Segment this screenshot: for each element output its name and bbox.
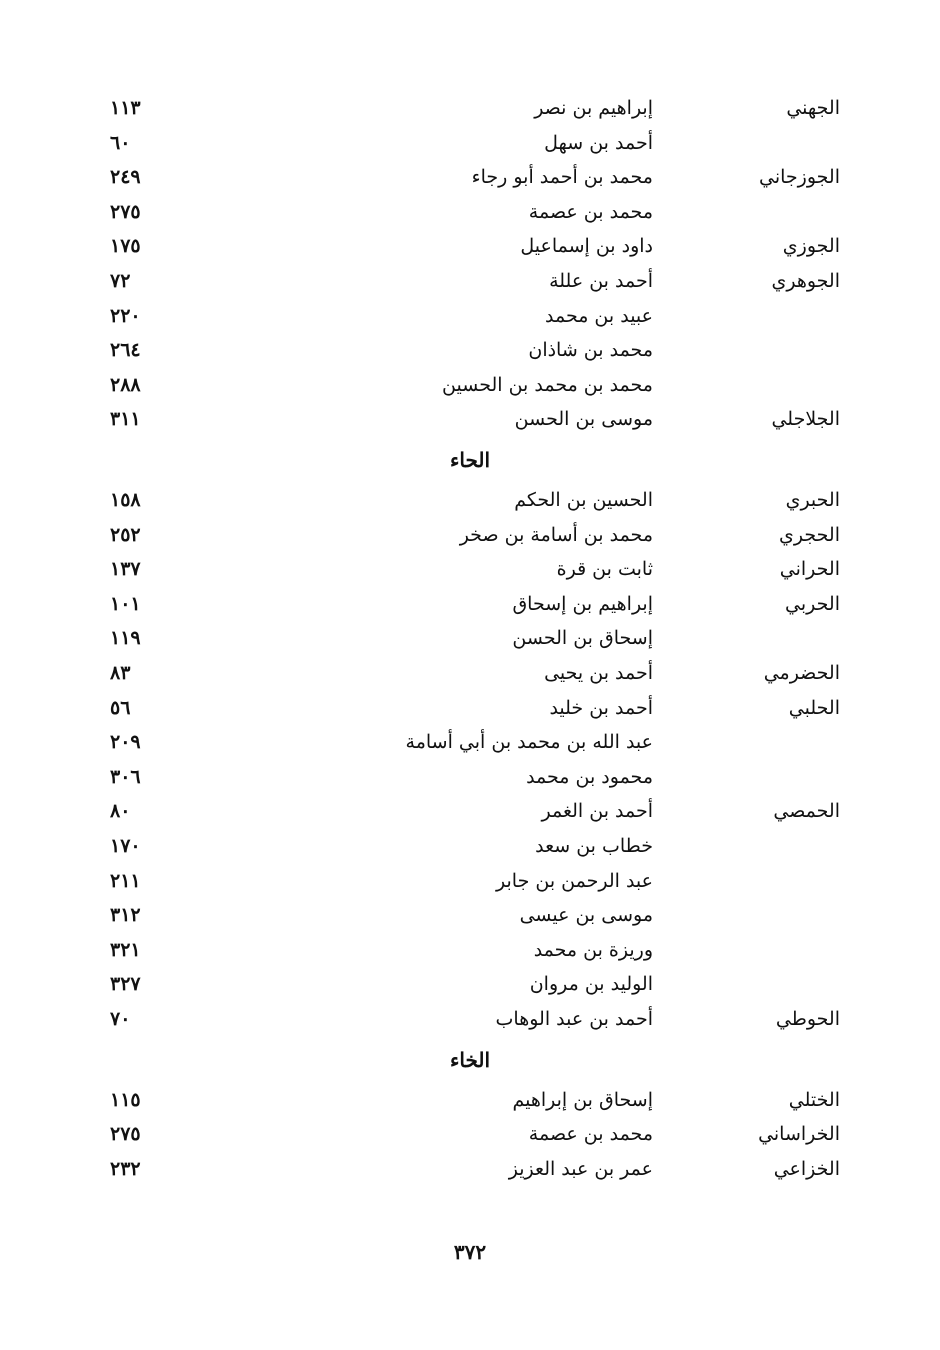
person-name: عبيد بن محمد <box>544 304 653 327</box>
index-entry <box>0 1002 940 1036</box>
page-reference: ٢٦٤ <box>110 339 141 362</box>
index-entry <box>0 656 940 690</box>
index-entry <box>0 725 940 759</box>
page-reference: ٨٣ <box>110 662 131 684</box>
nisba-label: الحضرمي <box>763 662 840 684</box>
nisba-label: الحراني <box>779 558 840 581</box>
person-name: أحمد بن يحيى <box>544 662 653 684</box>
index-entry <box>0 587 940 621</box>
person-name: إبراهيم بن نصر <box>534 97 653 119</box>
index-entry <box>0 552 940 586</box>
nisba-label: الجوزي <box>782 235 840 258</box>
index-entry <box>0 760 940 794</box>
nisba-label: الحجري <box>779 523 840 546</box>
person-name: ثابت بن قرة <box>556 558 653 581</box>
nisba-label: الحربي <box>785 592 840 615</box>
nisba-label: الحلبي <box>788 696 840 719</box>
page-reference: ٢٨٨ <box>110 373 141 396</box>
index-entry <box>0 299 940 333</box>
person-name: محمد بن أحمد أبو رجاء <box>471 166 653 189</box>
page-reference: ٣٢٧ <box>110 973 141 996</box>
index-entry <box>0 333 940 367</box>
page-reference: ٧٠ <box>110 1008 131 1030</box>
person-name: أحمد بن عبد الوهاب <box>495 1008 653 1030</box>
index-entry <box>0 195 940 229</box>
person-name: داود بن إسماعيل <box>520 235 653 258</box>
person-name: محمد بن عصمة <box>528 200 653 223</box>
index-entry <box>0 264 940 298</box>
index-entry <box>0 1083 940 1117</box>
index-entry <box>0 691 940 725</box>
index-entry <box>0 1152 940 1186</box>
section-heading: الحاء <box>449 448 491 472</box>
index-entry <box>0 829 940 863</box>
section-heading: الخاء <box>449 1047 491 1072</box>
person-name: الحسين بن الحكم <box>514 489 653 511</box>
page-reference: ١١٥ <box>110 1088 141 1111</box>
page-reference: ٣٢١ <box>110 938 141 961</box>
page-reference: ١٥٨ <box>110 489 141 511</box>
page-reference: ١١٩ <box>110 627 141 650</box>
nisba-label: الخراساني <box>758 1123 840 1146</box>
page-reference: ٢٣٢ <box>110 1157 141 1180</box>
person-name: موسى بن عيسى <box>519 904 653 927</box>
page-reference: ٨٠ <box>110 800 131 823</box>
nisba-label: الجوزجاني <box>759 166 840 189</box>
person-name: محمد بن شاذان <box>528 339 653 362</box>
index-entry <box>0 794 940 828</box>
index-entry <box>0 621 940 655</box>
index-entry <box>0 483 940 517</box>
person-name: أحمد بن الغمر <box>541 800 653 823</box>
index-entry <box>0 368 940 402</box>
page-reference: ٣١٢ <box>110 904 141 927</box>
index-entry <box>0 91 940 125</box>
index-entry <box>0 518 940 552</box>
page-reference: ١١٣ <box>110 97 141 119</box>
index-entry <box>0 1117 940 1151</box>
person-name: محمد بن محمد بن الحسين <box>442 373 653 396</box>
page-reference: ١٣٧ <box>110 558 141 581</box>
nisba-label: الحوطي <box>775 1008 840 1030</box>
person-name: الوليد بن مروان <box>529 973 653 996</box>
nisba-label: الحبري <box>785 489 840 511</box>
index-entry <box>0 933 940 967</box>
page-reference: ٢٠٩ <box>110 731 141 754</box>
person-name: عمر بن عبد العزيز <box>508 1157 653 1180</box>
page-reference: ١٧٠ <box>110 835 141 857</box>
page-reference: ١٧٥ <box>110 235 141 258</box>
page-reference: ٢٧٥ <box>110 1123 141 1146</box>
page-reference: ٢٤٩ <box>110 166 141 189</box>
person-name: إسحاق بن إبراهيم <box>512 1088 653 1111</box>
page-number: ٣٧٢ <box>453 1240 487 1264</box>
index-entry <box>0 898 940 932</box>
person-name: محمد بن أسامة بن صخر <box>459 523 653 546</box>
person-name: موسى بن الحسن <box>514 408 653 431</box>
person-name: وريزة بن محمد <box>533 938 653 961</box>
person-name: إسحاق بن الحسن <box>512 627 653 650</box>
person-name: أحمد بن عللة <box>549 270 653 292</box>
person-name: أحمد بن سهل <box>544 131 653 154</box>
person-name: عبد الرحمن بن جابر <box>496 869 653 892</box>
person-name: أحمد بن خليد <box>549 696 653 719</box>
person-name: إبراهيم بن إسحاق <box>512 592 653 615</box>
nisba-label: الجهني <box>786 97 840 119</box>
index-entry <box>0 864 940 898</box>
page-reference: ١٠١ <box>110 592 141 615</box>
index-entry <box>0 967 940 1001</box>
nisba-label: الخزاعي <box>773 1157 840 1180</box>
person-name: عبد الله بن محمد بن أبي أسامة <box>405 731 653 754</box>
page-reference: ٦٠ <box>110 131 131 154</box>
page-reference: ٢٥٢ <box>110 523 141 546</box>
index-entry <box>0 160 940 194</box>
person-name: خطاب بن سعد <box>535 835 653 857</box>
page-reference: ٣٠٦ <box>110 765 141 788</box>
page-reference: ٥٦ <box>110 696 131 719</box>
person-name: محمود بن محمد <box>526 765 653 788</box>
person-name: محمد بن عصمة <box>528 1123 653 1146</box>
index-entry <box>0 229 940 263</box>
nisba-label: الحمصي <box>773 800 840 823</box>
index-entry <box>0 402 940 436</box>
index-entry <box>0 126 940 160</box>
nisba-label: الختلي <box>788 1088 840 1111</box>
page-reference: ٧٢ <box>110 270 131 292</box>
page-reference: ٢١١ <box>110 869 141 892</box>
page-reference: ٣١١ <box>110 408 141 431</box>
page-reference: ٢٧٥ <box>110 200 141 223</box>
nisba-label: الجلاجلي <box>771 408 840 431</box>
page-reference: ٢٢٠ <box>110 304 141 327</box>
nisba-label: الجوهري <box>771 270 840 292</box>
